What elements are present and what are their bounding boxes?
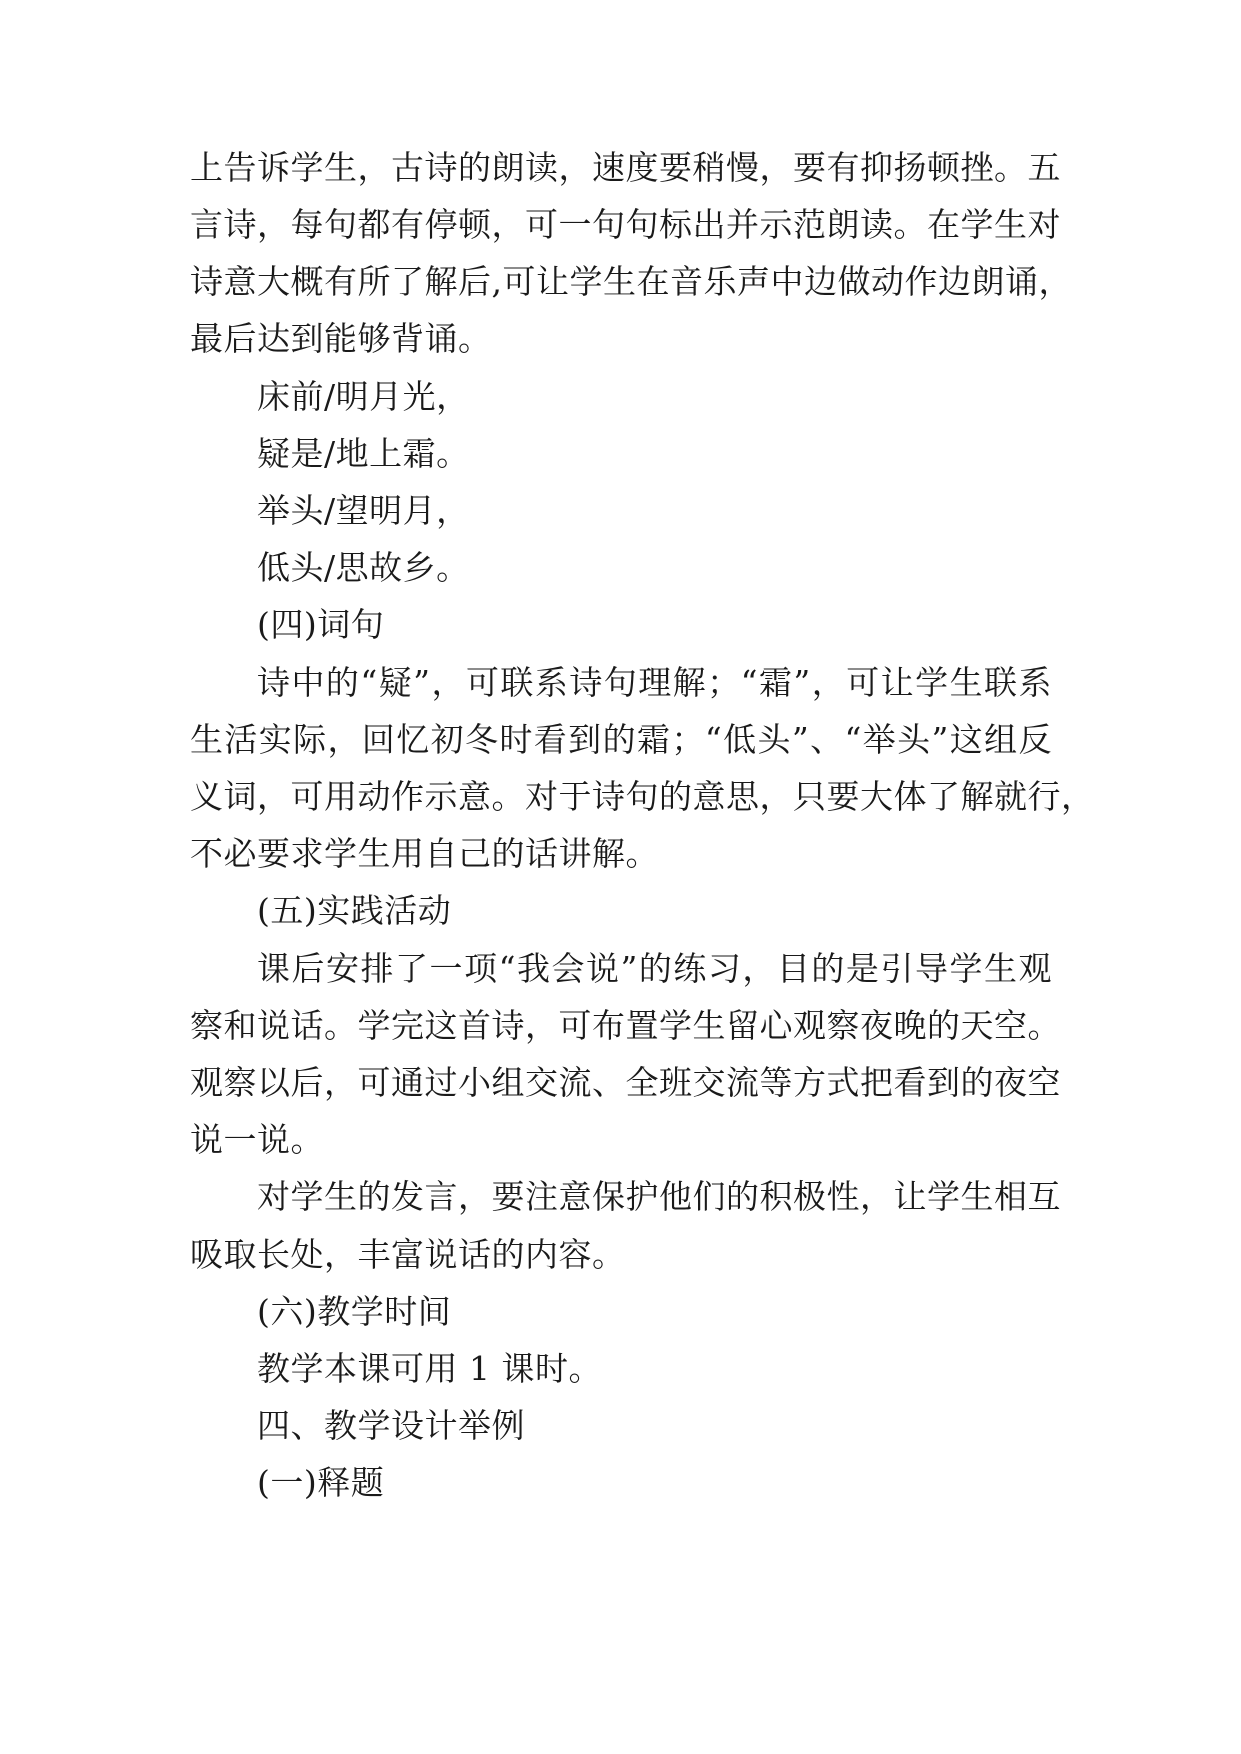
section-heading: (五)实践活动 [257, 891, 452, 930]
poem-line: 疑是/地上霜。 [257, 434, 470, 473]
paragraph-line: 对学生的发言，要注意保护他们的积极性，让学生相互 [257, 1177, 1061, 1216]
paragraph-line: 察和说话。学完这首诗，可布置学生留心观察夜晚的天空。 [190, 1006, 1061, 1045]
paragraph-line: 最后达到能够背诵。 [190, 319, 492, 358]
paragraph-line: 课后安排了一项“我会说”的练习，目的是引导学生观 [257, 949, 1052, 988]
paragraph-line: 义词，可用动作示意。对于诗句的意思，只要大体了解就行， [190, 777, 1095, 816]
paragraph-line: 不必要求学生用自己的话讲解。 [190, 834, 659, 873]
poem-line: 低头/思故乡。 [257, 548, 470, 587]
paragraph-line: 教学本课可用 1 课时。 [257, 1349, 602, 1388]
paragraph-line: 吸取长处，丰富说话的内容。 [190, 1235, 626, 1274]
paragraph-line: 诗意大概有所了解后,可让学生在音乐声中边做动作边朗诵， [190, 262, 1072, 301]
paragraph-line: 上告诉学生，古诗的朗读，速度要稍慢，要有抑扬顿挫。五 [190, 148, 1061, 187]
poem-line: 床前/明月光， [257, 377, 470, 416]
section-heading: 四、教学设计举例 [257, 1406, 525, 1445]
paragraph-line: 诗中的“疑”，可联系诗句理解；“霜”，可让学生联系 [257, 663, 1052, 702]
paragraph-line: 观察以后，可通过小组交流、全班交流等方式把看到的夜空 [190, 1063, 1061, 1102]
paragraph-line: 说一说。 [190, 1120, 324, 1159]
section-heading: (六)教学时间 [257, 1292, 452, 1331]
poem-line: 举头/望明月， [257, 491, 470, 530]
paragraph-line: 生活实际，回忆初冬时看到的霜；“低头”、“举头”这组反 [190, 720, 1052, 759]
paragraph-line: 言诗，每句都有停顿，可一句句标出并示范朗读。在学生对 [190, 205, 1061, 244]
section-heading: (四)词句 [257, 605, 385, 644]
section-heading: (一)释题 [257, 1463, 385, 1502]
